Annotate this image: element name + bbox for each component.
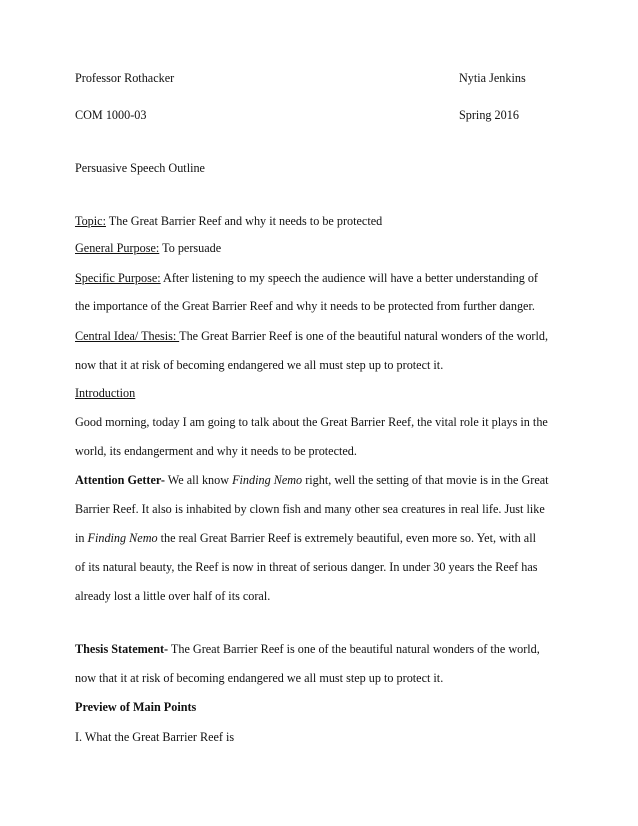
general-purpose-line xyxy=(75,240,221,256)
thesis-statement-line-2: now that it at risk of becoming endangered we all must step up to protect it. xyxy=(75,671,444,685)
introduction-line-1: Good morning, today I am going to talk about the Great Barrier Reef, the vital role it plays in the xyxy=(75,415,548,429)
general-purpose-text: To persuade xyxy=(159,241,222,255)
student-name: Nytia Jenkins xyxy=(459,71,526,85)
topic-line xyxy=(75,213,382,229)
central-idea-line xyxy=(75,328,548,344)
attention-text-3b: the real Great Barrier Reef is extremely beautiful, even more so. Yet, with all xyxy=(157,531,536,545)
central-idea-label: Central Idea/ Thesis: xyxy=(75,329,180,343)
term: Spring 2016 xyxy=(459,108,519,122)
main-point-1: I. What the Great Barrier Reef is xyxy=(75,730,235,744)
topic-label: Topic: xyxy=(75,214,106,228)
attention-getter-label: Attention Getter- xyxy=(75,473,165,487)
central-idea-line-2: now that it at risk of becoming endangered we all must step up to protect it. xyxy=(75,358,444,372)
introduction-heading: Introduction xyxy=(75,386,136,400)
course-code: COM 1000-03 xyxy=(75,108,147,122)
attention-getter-line-5: already lost a little over half of its coral. xyxy=(75,589,271,603)
movie-title: Finding Nemo xyxy=(232,473,303,487)
attention-text-1b: right, well the setting of that movie is in the Great xyxy=(302,473,549,487)
preview-heading: Preview of Main Points xyxy=(75,700,197,714)
specific-purpose-label: Specific Purpose: xyxy=(75,271,161,285)
topic-text: The Great Barrier Reef and why it needs to be protected xyxy=(105,214,383,228)
introduction-line-2: world, its endangerment and why it needs to be protected. xyxy=(75,444,357,458)
specific-purpose-line-2: the importance of the Great Barrier Reef and why it needs to be protected from further danger. xyxy=(75,299,535,313)
attention-getter-line-3 xyxy=(75,530,536,546)
attention-text-1a: We all know xyxy=(164,473,233,487)
attention-text-3a: in xyxy=(75,531,88,545)
attention-getter-line-2: Barrier Reef. It also is inhabited by clown fish and many other sea creatures in real life. Just like xyxy=(75,502,545,516)
thesis-statement-line-1 xyxy=(75,641,540,657)
specific-purpose-line xyxy=(75,270,538,286)
general-purpose-label: General Purpose: xyxy=(75,241,160,255)
central-idea-text: The Great Barrier Reef is one of the beautiful natural wonders of the world, xyxy=(179,329,549,343)
professor-name: Professor Rothacker xyxy=(75,71,175,85)
thesis-statement-label: Thesis Statement- xyxy=(75,642,169,656)
attention-getter-line-1 xyxy=(75,472,549,488)
attention-getter-line-4: of its natural beauty, the Reef is now in threat of serious danger. In under 30 years the Reef has xyxy=(75,560,538,574)
specific-purpose-text: After listening to my speech the audience will have a better understanding of xyxy=(160,271,538,285)
doc-title: Persuasive Speech Outline xyxy=(75,161,205,175)
movie-title: Finding Nemo xyxy=(87,531,158,545)
thesis-statement-text: The Great Barrier Reef is one of the beautiful natural wonders of the world, xyxy=(168,642,540,656)
